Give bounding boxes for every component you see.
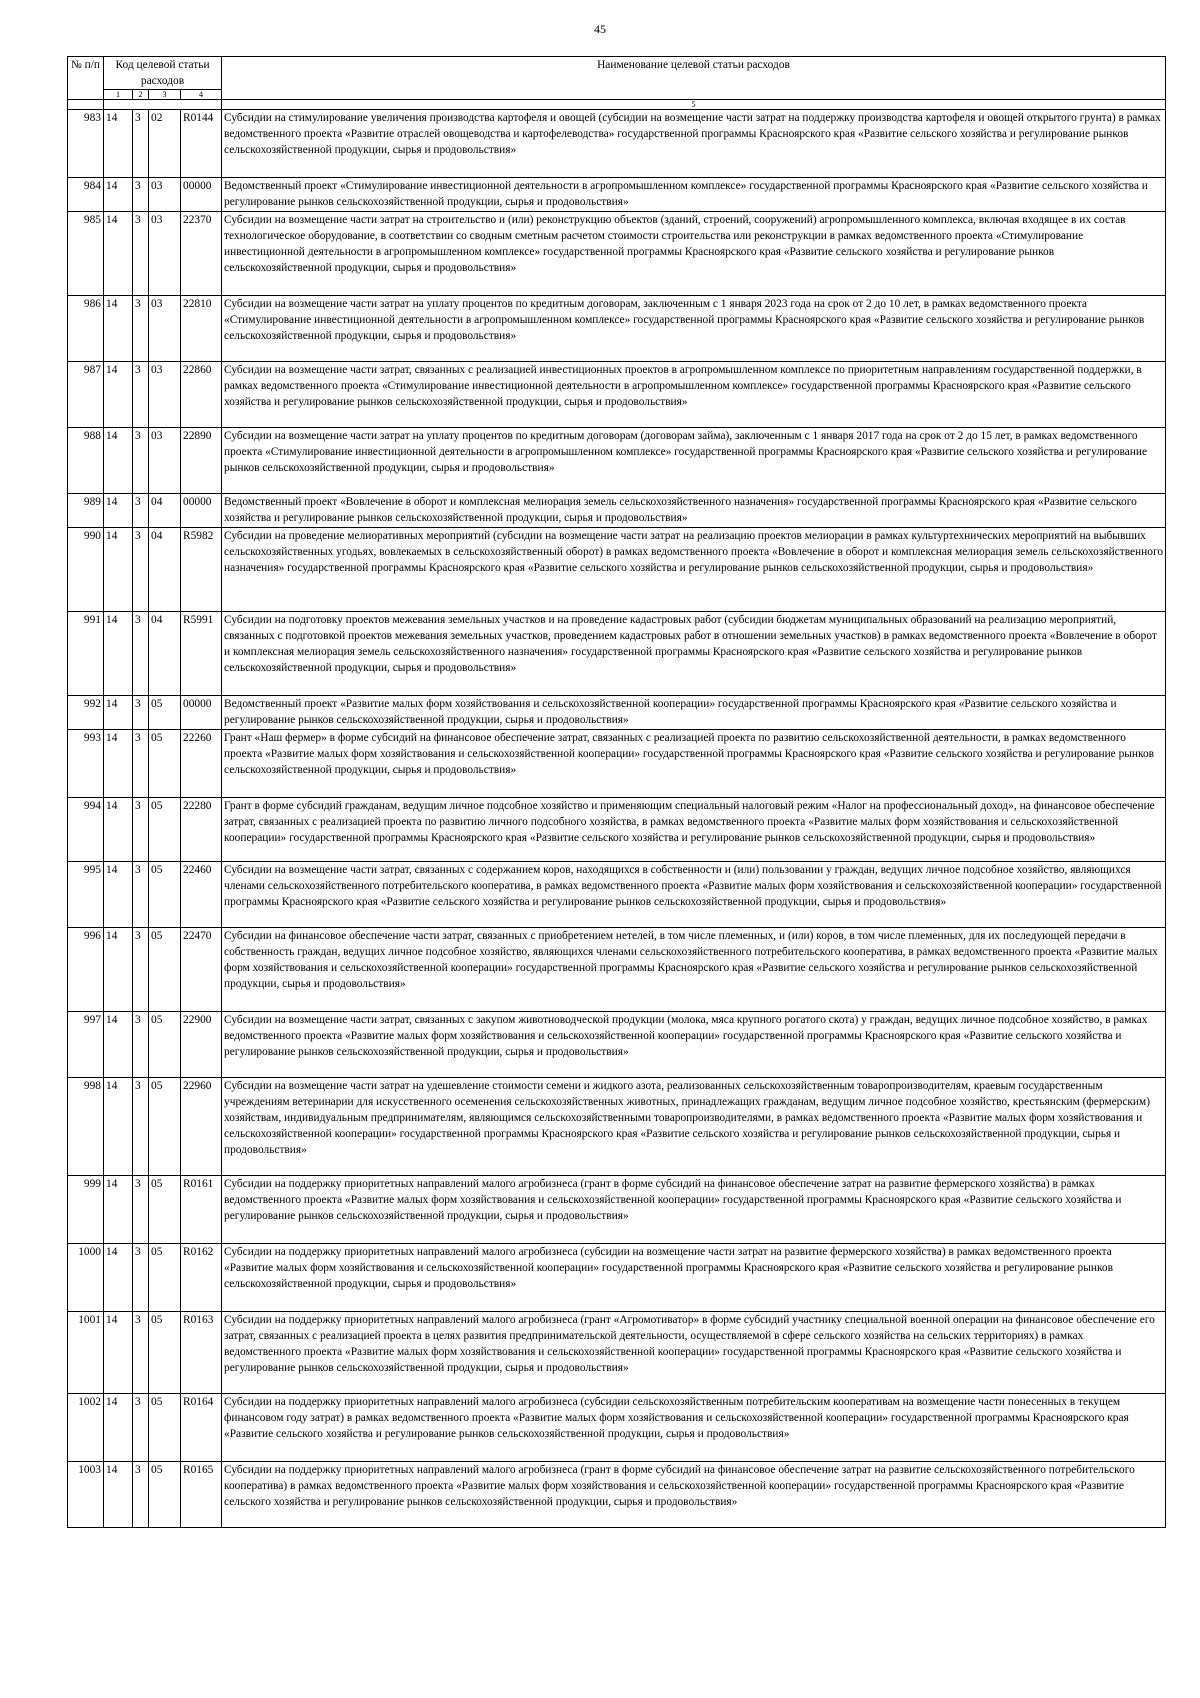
row-number: 992 [68, 696, 104, 730]
code-program: 3 [133, 528, 149, 612]
row-number: 985 [68, 212, 104, 296]
item-name: Грант «Наш фермер» в форме субсидий на финансовое обеспечение затрат, связанных с реализацией проекта по развитию сельскохозяйственной деятельности, в рамках ведомственного проекта «Развитие малых форм хозяйствования и сельскохозяйственной кооперации» государственной программы Красноярского края «Развитие сельского хозяйства и регулирование рынков сельскохозяйственной продукции, сырья и продовольствия» [222, 730, 1166, 798]
code-program: 3 [133, 212, 149, 296]
code-subprogram: 03 [149, 296, 181, 362]
code-direction: R0164 [181, 1394, 222, 1462]
code-section: 14 [104, 1312, 133, 1394]
code-subprogram: 05 [149, 1394, 181, 1462]
code-section: 14 [104, 730, 133, 798]
code-section: 14 [104, 1462, 133, 1528]
row-number: 1003 [68, 1462, 104, 1528]
code-direction: 22810 [181, 296, 222, 362]
header-index-4: 4 [181, 90, 222, 100]
item-name: Субсидии на поддержку приоритетных направлений малого агробизнеса (грант «Агромотиватор» в форме субсидий участнику специальной военной операции на финансовое обеспечение его затрат, связанных с реализацией проекта в целях развития предпринимательской деятельности, осуществляемой в сфере сельского хозяйства на сельских территориях) в рамках ведомственного проекта «Развитие малых форм хозяйствования и сельскохозяйственной кооперации» государственной программы Красноярского края «Развитие сельского хозяйства и регулирование рынков сельскохозяйственной продукции, сырья и продовольствия» [222, 1312, 1166, 1394]
table-row [68, 798, 1166, 862]
table-row [68, 296, 1166, 362]
table-row [68, 212, 1166, 296]
code-section: 14 [104, 178, 133, 212]
code-subprogram: 04 [149, 528, 181, 612]
code-direction: R0165 [181, 1462, 222, 1528]
table-row [68, 428, 1166, 494]
code-subprogram: 03 [149, 362, 181, 428]
code-section: 14 [104, 1078, 133, 1176]
row-number: 997 [68, 1012, 104, 1078]
page-number: 45 [594, 22, 606, 36]
code-program: 3 [133, 862, 149, 928]
code-subprogram: 05 [149, 1244, 181, 1312]
header-index-5: 5 [222, 100, 1166, 110]
code-section: 14 [104, 1176, 133, 1244]
table-row [68, 1244, 1166, 1312]
header-index-blank-2 [104, 100, 222, 110]
row-number: 1000 [68, 1244, 104, 1312]
code-program: 3 [133, 1176, 149, 1244]
code-subprogram: 05 [149, 862, 181, 928]
code-program: 3 [133, 928, 149, 1012]
row-number: 983 [68, 110, 104, 178]
code-program: 3 [133, 1394, 149, 1462]
code-section: 14 [104, 696, 133, 730]
code-subprogram: 03 [149, 428, 181, 494]
code-section: 14 [104, 1012, 133, 1078]
row-number: 993 [68, 730, 104, 798]
code-subprogram: 05 [149, 1012, 181, 1078]
code-section: 14 [104, 528, 133, 612]
code-program: 3 [133, 1312, 149, 1394]
item-name: Субсидии на возмещение части затрат, связанных с реализацией инвестиционных проектов в агропромышленном комплексе по приоритетным направлениям государственной поддержки, в рамках ведомственного проекта «Стимулирование инвестиционной деятельности в агропромышленном комплексе» государственной программы Красноярского края «Развитие сельского хозяйства и регулирование рынков сельскохозяйственной продукции, сырья и продовольствия» [222, 362, 1166, 428]
code-subprogram: 05 [149, 1078, 181, 1176]
item-name: Субсидии на возмещение части затрат на уплату процентов по кредитным договорам (договорам займа), заключенным с 1 января 2017 года на срок от 2 до 15 лет, в рамках ведомственного проекта «Стимулирование инвестиционной деятельности в агропромышленном комплексе» государственной программы Красноярского края «Развитие сельского хозяйства и регулирование рынков сельскохозяйственной продукции, сырья и продовольствия» [222, 428, 1166, 494]
item-name: Субсидии на проведение мелиоративных мероприятий (субсидии на возмещение части затрат на реализацию проектов мелиорации в рамках культуртехнических мероприятий на выбывших сельскохозяйственных угодьях, вовлекаемых в сельскохозяйственный оборот) в рамках ведомственного проекта «Вовлечение в оборот и комплексная мелиорация земель сельскохозяйственного назначения» государственной программы Красноярского края «Развитие сельского хозяйства и регулирование рынков сельскохозяйственной продукции, сырья и продовольствия» [222, 528, 1166, 612]
table-row [68, 730, 1166, 798]
item-name: Субсидии на возмещение части затрат на уплату процентов по кредитным договорам, заключенным с 1 января 2023 года на срок от 2 до 10 лет, в рамках ведомственного проекта «Стимулирование инвестиционной деятельности в агропромышленном комплексе» государственной программы Красноярского края «Развитие сельского хозяйства и регулирование рынков сельскохозяйственной продукции, сырья и продовольствия» [222, 296, 1166, 362]
row-number: 991 [68, 612, 104, 696]
item-name: Субсидии на финансовое обеспечение части затрат, связанных с приобретением нетелей, в том числе племенных, и (или) коров, в том числе племенных, для их последующей передачи в собственность граждан, ведущих личное подсобное хозяйство, являющихся членами сельскохозяйственного потребительского кооператива, в рамках ведомственного проекта «Развитие малых форм хозяйствования и сельскохозяйственной кооперации» государственной программы Красноярского края «Развитие сельского хозяйства и регулирование рынков сельскохозяйственной продукции, сырья и продовольствия» [222, 928, 1166, 1012]
code-direction: R5991 [181, 612, 222, 696]
row-number: 999 [68, 1176, 104, 1244]
row-number: 1001 [68, 1312, 104, 1394]
header-index-2: 2 [133, 90, 149, 100]
table-row [68, 612, 1166, 696]
code-program: 3 [133, 612, 149, 696]
table-row [68, 1012, 1166, 1078]
item-name: Субсидии на поддержку приоритетных направлений малого агробизнеса (субсидии сельскохозяйственным потребительским кооперативам на возмещение части понесенных в текущем финансовом году затрат) в рамках ведомственного проекта «Развитие малых форм хозяйствования и сельскохозяйственной кооперации» государственной программы Красноярского края «Развитие сельского хозяйства и регулирование рынков сельскохозяйственной продукции, сырья и продовольствия» [222, 1394, 1166, 1462]
code-subprogram: 03 [149, 178, 181, 212]
row-number: 987 [68, 362, 104, 428]
header-index-3: 3 [149, 90, 181, 100]
code-subprogram: 05 [149, 1462, 181, 1528]
row-number: 995 [68, 862, 104, 928]
row-number: 986 [68, 296, 104, 362]
code-section: 14 [104, 494, 133, 528]
header-target-code: Код целевой статьи расходов [104, 57, 222, 90]
code-program: 3 [133, 362, 149, 428]
item-name: Субсидии на поддержку приоритетных направлений малого агробизнеса (грант в форме субсидий на финансовое обеспечение затрат на развитие сельскохозяйственного потребительского кооператива) в рамках ведомственного проекта «Развитие малых форм хозяйствования и сельскохозяйственной кооперации» государственной программы Красноярского края «Развитие сельского хозяйства и регулирование рынков сельскохозяйственной продукции, сырья и продовольствия» [222, 1462, 1166, 1528]
code-direction: 22370 [181, 212, 222, 296]
table-row [68, 1312, 1166, 1394]
table-row [68, 1078, 1166, 1176]
table-row [68, 862, 1166, 928]
code-direction: 22470 [181, 928, 222, 1012]
code-direction: R0161 [181, 1176, 222, 1244]
row-number: 990 [68, 528, 104, 612]
row-number: 988 [68, 428, 104, 494]
code-direction: 00000 [181, 696, 222, 730]
header-index-blank [68, 100, 104, 110]
table-row [68, 1462, 1166, 1528]
header-item-name: Наименование целевой статьи расходов [222, 57, 1166, 100]
code-program: 3 [133, 178, 149, 212]
code-subprogram: 05 [149, 730, 181, 798]
item-name: Субсидии на стимулирование увеличения производства картофеля и овощей (субсидии на возмещение части затрат на поддержку производства картофеля и овощей открытого грунта) в рамках ведомственного проекта «Развитие отраслей овощеводства и картофелеводства» государственной программы Красноярского края «Развитие сельского хозяйства и регулирование рынков сельскохозяйственной продукции, сырья и продовольствия» [222, 110, 1166, 178]
item-name: Субсидии на возмещение части затрат на строительство и (или) реконструкцию объектов (зданий, строений, сооружений) агропромышленного комплекса, включая входящее в их состав технологическое оборудование, в соответствии со сводным сметным расчетом стоимости строительства или реконструкции в рамках ведомственного проекта «Стимулирование инвестиционной деятельности в агропромышленном комплексе» государственной программы Красноярского края «Развитие сельского хозяйства и регулирование рынков сельскохозяйственной продукции, сырья и продовольствия» [222, 212, 1166, 296]
row-number: 984 [68, 178, 104, 212]
row-number: 1002 [68, 1394, 104, 1462]
code-direction: 00000 [181, 178, 222, 212]
item-name: Субсидии на подготовку проектов межевания земельных участков и на проведение кадастровых работ (субсидии бюджетам муниципальных образований на реализацию мероприятий, связанных с подготовкой проектов межевания земельных участков, проведением кадастровых работ в отношении земельных участков) в рамках ведомственного проекта «Вовлечение в оборот и комплексная мелиорация земель сельскохозяйственного назначения» государственной программы Красноярского края «Развитие сельского хозяйства и регулирование рынков сельскохозяйственной продукции, сырья и продовольствия» [222, 612, 1166, 696]
code-program: 3 [133, 1012, 149, 1078]
code-program: 3 [133, 110, 149, 178]
code-section: 14 [104, 362, 133, 428]
code-direction: 22280 [181, 798, 222, 862]
code-section: 14 [104, 296, 133, 362]
item-name: Грант в форме субсидий гражданам, ведущим личное подсобное хозяйство и применяющим специальный налоговый режим «Налог на профессиональный доход», на финансовое обеспечение затрат, связанных с реализацией проекта по развитию личного подсобного хозяйства, в рамках ведомственного проекта «Развитие малых форм хозяйствования и сельскохозяйственной кооперации» государственной программы Красноярского края «Развитие сельского хозяйства и регулирование рынков сельскохозяйственной продукции, сырья и продовольствия» [222, 798, 1166, 862]
item-name: Ведомственный проект «Развитие малых форм хозяйствования и сельскохозяйственной кооперации» государственной программы Красноярского края «Развитие сельского хозяйства и регулирование рынков сельскохозяйственной продукции, сырья и продовольствия» [222, 696, 1166, 730]
table-row [68, 1394, 1166, 1462]
code-direction: R0162 [181, 1244, 222, 1312]
code-direction: R0163 [181, 1312, 222, 1394]
item-name: Субсидии на возмещение части затрат, связанных с содержанием коров, находящихся в собственности и (или) пользовании у граждан, ведущих личное подсобное хозяйство, являющихся членами сельскохозяйственного потребительского кооператива, в рамках ведомственного проекта «Развитие малых форм хозяйствования и сельскохозяйственной кооперации» государственной программы Красноярского края «Развитие сельского хозяйства и регулирование рынков сельскохозяйственной продукции, сырья и продовольствия» [222, 862, 1166, 928]
code-section: 14 [104, 110, 133, 178]
header-index-1: 1 [104, 90, 133, 100]
item-name: Субсидии на поддержку приоритетных направлений малого агробизнеса (грант в форме субсидий на финансовое обеспечение затрат на развитие фермерского хозяйства) в рамках ведомственного проекта «Развитие малых форм хозяйствования и сельскохозяйственной кооперации» государственной программы Красноярского края «Развитие сельского хозяйства и регулирование рынков сельскохозяйственной продукции, сырья и продовольствия» [222, 1176, 1166, 1244]
code-direction: 00000 [181, 494, 222, 528]
code-program: 3 [133, 798, 149, 862]
item-name: Субсидии на поддержку приоритетных направлений малого агробизнеса (субсидии на возмещение части затрат на развитие фермерского хозяйства) в рамках ведомственного проекта «Развитие малых форм хозяйствования и сельскохозяйственной кооперации» государственной программы Красноярского края «Развитие сельского хозяйства и регулирование рынков сельскохозяйственной продукции, сырья и продовольствия» [222, 1244, 1166, 1312]
code-subprogram: 04 [149, 494, 181, 528]
code-subprogram: 04 [149, 612, 181, 696]
code-section: 14 [104, 928, 133, 1012]
code-direction: 22460 [181, 862, 222, 928]
code-section: 14 [104, 1394, 133, 1462]
item-name: Субсидии на возмещение части затрат на удешевление стоимости семени и жидкого азота, реализованных сельскохозяйственным товаропроизводителям, краевым государственным учреждениям ветеринарии для искусственного осеменения сельскохозяйственных животных, принадлежащих гражданам, ведущим личное подсобное хозяйство, крестьянским (фермерским) хозяйствам, индивидуальным предпринимателям, являющимся сельскохозяйственными товаропроизводителями, в рамках ведомственного проекта «Развитие малых форм хозяйствования и сельскохозяйственной кооперации» государственной программы Красноярского края «Развитие сельского хозяйства и регулирование рынков сельскохозяйственной продукции, сырья и продовольствия» [222, 1078, 1166, 1176]
code-subprogram: 05 [149, 696, 181, 730]
code-program: 3 [133, 494, 149, 528]
code-program: 3 [133, 730, 149, 798]
table-row [68, 928, 1166, 1012]
item-name: Ведомственный проект «Стимулирование инвестиционной деятельности в агропромышленном комплексе» государственной программы Красноярского края «Развитие сельского хозяйства и регулирование рынков сельскохозяйственной продукции, сырья и продовольствия» [222, 178, 1166, 212]
row-number: 989 [68, 494, 104, 528]
row-number: 994 [68, 798, 104, 862]
code-direction: R5982 [181, 528, 222, 612]
code-direction: 22260 [181, 730, 222, 798]
row-number: 998 [68, 1078, 104, 1176]
code-direction: 22890 [181, 428, 222, 494]
code-program: 3 [133, 428, 149, 494]
code-subprogram: 05 [149, 928, 181, 1012]
code-section: 14 [104, 1244, 133, 1312]
header-row-number: № п/п [68, 57, 104, 100]
code-subprogram: 05 [149, 1176, 181, 1244]
code-program: 3 [133, 1462, 149, 1528]
table-row [68, 494, 1166, 528]
code-section: 14 [104, 862, 133, 928]
table-row [68, 528, 1166, 612]
code-direction: R0144 [181, 110, 222, 178]
code-section: 14 [104, 428, 133, 494]
code-direction: 22860 [181, 362, 222, 428]
table-row [68, 110, 1166, 178]
row-number: 996 [68, 928, 104, 1012]
code-program: 3 [133, 296, 149, 362]
code-section: 14 [104, 212, 133, 296]
table-row [68, 696, 1166, 730]
code-subprogram: 02 [149, 110, 181, 178]
table-row [68, 362, 1166, 428]
item-name: Ведомственный проект «Вовлечение в оборот и комплексная мелиорация земель сельскохозяйственного назначения» государственной программы Красноярского края «Развитие сельского хозяйства и регулирование рынков сельскохозяйственной продукции, сырья и продовольствия» [222, 494, 1166, 528]
target-expense-table [67, 56, 1166, 1528]
code-subprogram: 05 [149, 1312, 181, 1394]
table-row [68, 1176, 1166, 1244]
table-row [68, 178, 1166, 212]
code-direction: 22960 [181, 1078, 222, 1176]
code-subprogram: 05 [149, 798, 181, 862]
code-program: 3 [133, 1244, 149, 1312]
code-program: 3 [133, 1078, 149, 1176]
code-section: 14 [104, 798, 133, 862]
code-program: 3 [133, 696, 149, 730]
code-section: 14 [104, 612, 133, 696]
item-name: Субсидии на возмещение части затрат, связанных с закупом животноводческой продукции (молока, мяса крупного рогатого скота) у граждан, ведущих личное подсобное хозяйство, в рамках ведомственного проекта «Развитие малых форм хозяйствования и сельскохозяйственной кооперации» государственной программы Красноярского края «Развитие сельского хозяйства и регулирование рынков сельскохозяйственной продукции, сырья и продовольствия» [222, 1012, 1166, 1078]
code-direction: 22900 [181, 1012, 222, 1078]
code-subprogram: 03 [149, 212, 181, 296]
